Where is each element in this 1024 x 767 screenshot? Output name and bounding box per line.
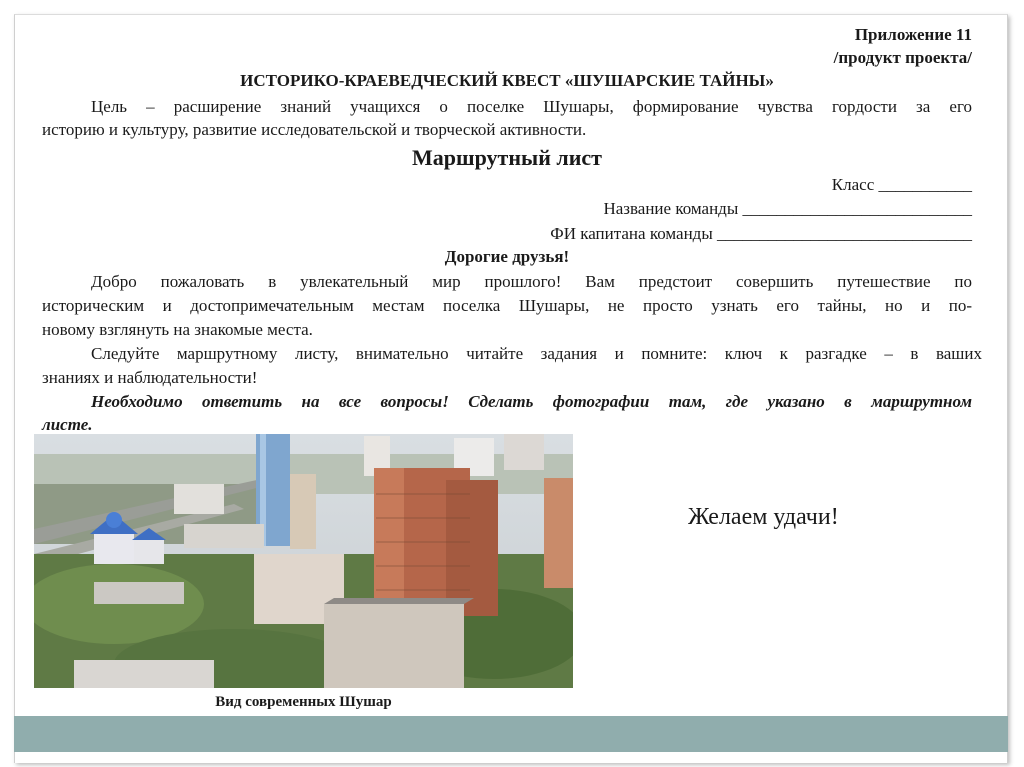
goal-line-1: Цель – расширение знаний учащихся о поселке Шушары, формирование чувства гордости за его — [91, 97, 972, 116]
captain-field: ФИ капитана команды ______________________________ — [550, 224, 972, 243]
instructions-line-1: Следуйте маршрутному листу, внимательно читайте задания и помните: ключ к разгадке – в ваших — [91, 344, 982, 363]
route-sheet-title: Маршрутный лист — [412, 145, 602, 170]
bottom-bar — [14, 716, 1008, 752]
class-field: Класс ___________ — [831, 175, 972, 194]
instructions-line-2: знаниях и наблюдательности! — [42, 368, 258, 387]
requirement-line-2: листе. — [42, 415, 93, 434]
requirement-line-1: Необходимо ответить на все вопросы! Сделать фотографии там, где указано в маршрутном — [91, 392, 972, 411]
greeting: Дорогие друзья! — [444, 247, 570, 266]
quest-title: ИСТОРИКО-КРАЕВЕДЧЕСКИЙ КВЕСТ «ШУШАРСКИЕ ТАЙНЫ» — [240, 71, 774, 90]
appendix-label: Приложение 11 — [854, 25, 972, 44]
photo-caption: Вид современных Шушар — [215, 694, 392, 710]
goal-line-2: историю и культуру, развитие исследовательской и творческой активности. — [42, 120, 587, 139]
welcome-line-1: Добро пожаловать в увлекательный мир прошлого! Вам предстоит совершить путешествие по — [91, 272, 972, 291]
team-name-field: Название команды ___________________________ — [603, 199, 972, 218]
welcome-line-3: новому взглянуть на знакомые места. — [42, 320, 313, 339]
good-luck-message: Желаем удачи! — [688, 504, 839, 530]
welcome-line-2: историческим и достопримечательным местам поселка Шушары, не просто узнать его тайны, но и по- — [42, 296, 972, 315]
shushary-aerial-photo — [34, 434, 573, 688]
product-label: /продукт проекта/ — [833, 48, 972, 67]
